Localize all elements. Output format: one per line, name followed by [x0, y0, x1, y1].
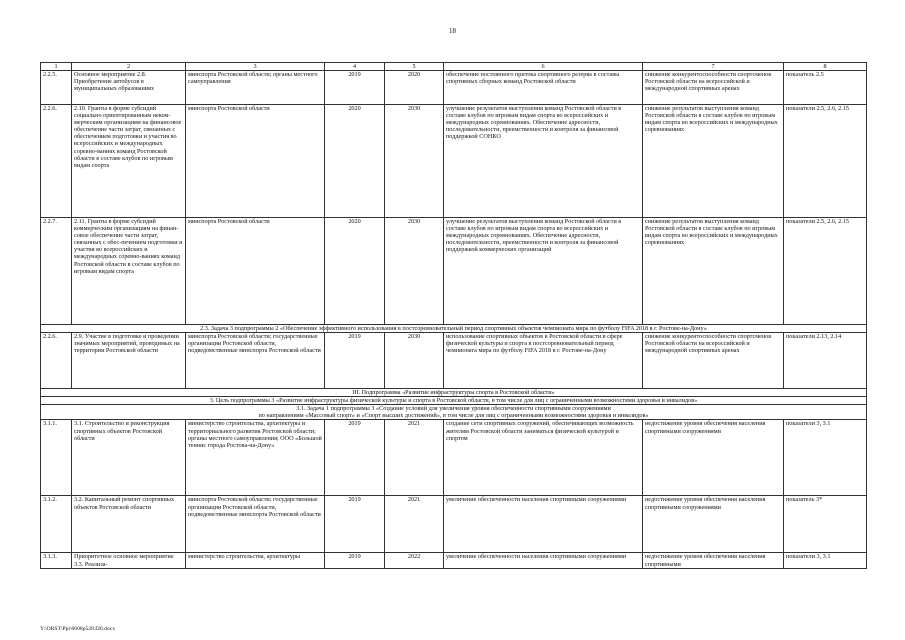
start-year: 2019: [325, 496, 385, 553]
task-heading-row: [41, 325, 867, 333]
start-year: 2019: [325, 420, 385, 496]
measure-name: 3.2. Капитальный ремонт спортивных объектов Ростовской области: [72, 496, 186, 553]
row-number: 3.1.1.: [41, 420, 72, 496]
indicator-link: показатели 2.5, 2.6, 2.15: [784, 218, 867, 325]
goal-heading: 3. Цель подпрограммы 3 «Развитие инфраструктуры физической культуры и спорта в Ростовской области, в том числе для лиц с ограниченными возможностями здоровья и инвалидов»: [41, 397, 867, 405]
measure-name: 2.9. Участие в подготовке и проведении значимых мероприятий, проводимых на территории Ростовской области: [72, 333, 186, 389]
column-number: 8: [784, 63, 867, 71]
table-row: [41, 218, 867, 325]
measure-name: 3.1. Строительство и реконструкция спортивных объектов Ростовской области: [72, 420, 186, 496]
document-file-path: Y:\ORST\Ppi\0608p528.f20.docx: [40, 626, 116, 632]
measure-name: 2.10. Гранты в форме субсидий социально ориентированным неком-мерческим организациям на финансовое обеспечение части затрат, связанных с обеспечением подготовки и участия во всероссийских и международных соревно-ваниях команд Ростовской области в составе клубов по игровым видам спорта: [72, 105, 186, 218]
table-row: [41, 496, 867, 553]
task-heading: 2.3. Задача 3 подпрограммы 2 «Обеспечение эффективного использования в постсоревновательный период спортивных объектов чемпионата мира по футболу FIFA 2018 в г. Ростове-на-Дону»: [41, 325, 867, 333]
column-number: 6: [444, 63, 643, 71]
goal-heading-row: [41, 397, 867, 405]
expected-result: создание сети спортивных сооружений, обеспечивающих возможность жителям Ростовской области заниматься физической культурой и спортом: [444, 420, 643, 496]
end-year: 2030: [385, 333, 444, 389]
column-number: 3: [186, 63, 325, 71]
table-row: [41, 553, 867, 569]
task-heading-line: 3.1. Задача 1 подпрограммы 3 «Создание условий для увеличения уровня обеспеченности спортивными сооружениями: [296, 405, 611, 413]
end-year: 2022: [385, 553, 444, 569]
column-number: 7: [643, 63, 784, 71]
expected-result: улучшение результатов выступления команд Ростовской области в составе клубов по игровым видам спорта во всероссийских и международных соревнованиях. Обеспечение адресности, последовательности, преемственности и контроля за финансовой поддержкой СОНКО: [444, 105, 643, 218]
task-heading-row: [41, 405, 867, 420]
start-year: 2019: [325, 333, 385, 389]
executor: министерство строительства, архитектуры: [186, 553, 325, 569]
row-number: 2.2.5.: [41, 71, 72, 105]
column-number: 4: [325, 63, 385, 71]
indicator-link: показатели 3, 3.1: [784, 553, 867, 569]
non-implementation-consequence: недостижение уровня обеспечения населения спортивными сооружениями: [643, 420, 784, 496]
measure-name: Основное мероприятие 2.8. Приобретение автобусов в муниципальных образованиях: [72, 71, 186, 105]
table-row: [41, 71, 867, 105]
subprogram-heading: III. Подпрограмма «Развитие инфраструктуры спорта в Ростовской области»: [41, 389, 867, 397]
start-year: 2019: [325, 553, 385, 569]
non-implementation-consequence: снижение конкурентоспособности спортсменов Ростовской области на всероссийской и международной спортивных аренах: [643, 333, 784, 389]
end-year: 2021: [385, 420, 444, 496]
page-number: 18: [449, 27, 456, 35]
row-number: 3.1.3.: [41, 553, 72, 569]
program-measures-table: [40, 62, 867, 569]
indicator-link: показатель 3*: [784, 496, 867, 553]
column-number: 5: [385, 63, 444, 71]
executor: минспорта Ростовской области; государственные организации Ростовской области, подведомственные минспорта Ростовской области: [186, 496, 325, 553]
end-year: 2020: [385, 71, 444, 105]
task-heading-line: по направлениям «Массовый спорт» и «Спорт высших достижений», в том числе для лиц с ограниченными возможностями здоровья и инвалидов»: [258, 412, 649, 420]
indicator-link: показатели 3, 3.1: [784, 420, 867, 496]
non-implementation-consequence: недостижение уровня обеспечения населения спортивными сооружениями: [643, 496, 784, 553]
expected-result: увеличение обеспеченности населения спортивными сооружениями: [444, 553, 643, 569]
measure-name: Приоритетное основное мероприятие 3.3. Реализа-: [72, 553, 186, 569]
end-year: 2030: [385, 105, 444, 218]
column-number: 1: [41, 63, 72, 71]
measure-name: 2.11. Гранты в форме субсидий коммерческим организациям на финан-совое обеспечение части затрат, связанных с обес-печением подготовки и участия во всероссийских и международных соревно-ваниях команд Ростовской области в составе клубов по игровым видам спорта: [72, 218, 186, 325]
executor: минспорта Ростовской области: [186, 105, 325, 218]
expected-result: обеспечение постоянного притока спортивного резерва в составы спортивных сборных команд Ростовской области: [444, 71, 643, 105]
non-implementation-consequence: недостижение уровня обеспечения населения спортивными: [643, 553, 784, 569]
end-year: 2021: [385, 496, 444, 553]
row-number: 2.2.7.: [41, 218, 72, 325]
indicator-link: показатели 2.13, 2.14: [784, 333, 867, 389]
row-number: 2.2.6.: [41, 333, 72, 389]
start-year: 2019: [325, 71, 385, 105]
expected-result: увеличение обеспеченности населения спортивными сооружениями: [444, 496, 643, 553]
subprogram-heading-row: [41, 389, 867, 397]
non-implementation-consequence: снижение результатов выступления команд Ростовской области в составе клубов по игровым видам спорта во всероссийских и международных соревнованиях: [643, 105, 784, 218]
expected-result: улучшение результатов выступления команд Ростовской области в составе клубов по игровым видам спорта во всероссийских и международных соревнованиях. Обеспечение адресности, последовательности, преемственности и контроля за финансовой поддержкой коммерческих организаций: [444, 218, 643, 325]
indicator-link: показатели 2.5, 2.6, 2.15: [784, 105, 867, 218]
row-number: 2.2.6.: [41, 105, 72, 218]
table-row: [41, 105, 867, 218]
indicator-link: показатель 2.5: [784, 71, 867, 105]
column-number-row: [41, 63, 867, 71]
start-year: 2020: [325, 105, 385, 218]
table-row: [41, 333, 867, 389]
executor: министерство строительства, архитектуры и территориального развития Ростовской области; органы местного самоуправления; ООО «Большой теннис города Ростова-на-Дону»: [186, 420, 325, 496]
row-number: 3.1.2.: [41, 496, 72, 553]
executor: минспорта Ростовской области; органы местного самоуправления: [186, 71, 325, 105]
non-implementation-consequence: снижение конкурентоспособности спортсменов Ростовской области на всероссийской и международной спортивных аренах: [643, 71, 784, 105]
table-row: [41, 420, 867, 496]
task-heading: [41, 405, 867, 420]
expected-result: использование спортивных объектов в Ростовской области в сфере физической культуры и спорта в постсоревновательный период чемпионата мира по футболу FIFA 2018 в г. Ростове-на-Дону: [444, 333, 643, 389]
executor: минспорта Ростовской области: [186, 218, 325, 325]
end-year: 2030: [385, 218, 444, 325]
start-year: 2020: [325, 218, 385, 325]
executor: минспорта Ростовской области; государственные организации Ростовской области, подведомственные минспорта Ростовской области: [186, 333, 325, 389]
column-number: 2: [72, 63, 186, 71]
non-implementation-consequence: снижение результатов выступления команд Ростовской области в составе клубов по игровым видам спорта во всероссийских и международных соревнованиях: [643, 218, 784, 325]
